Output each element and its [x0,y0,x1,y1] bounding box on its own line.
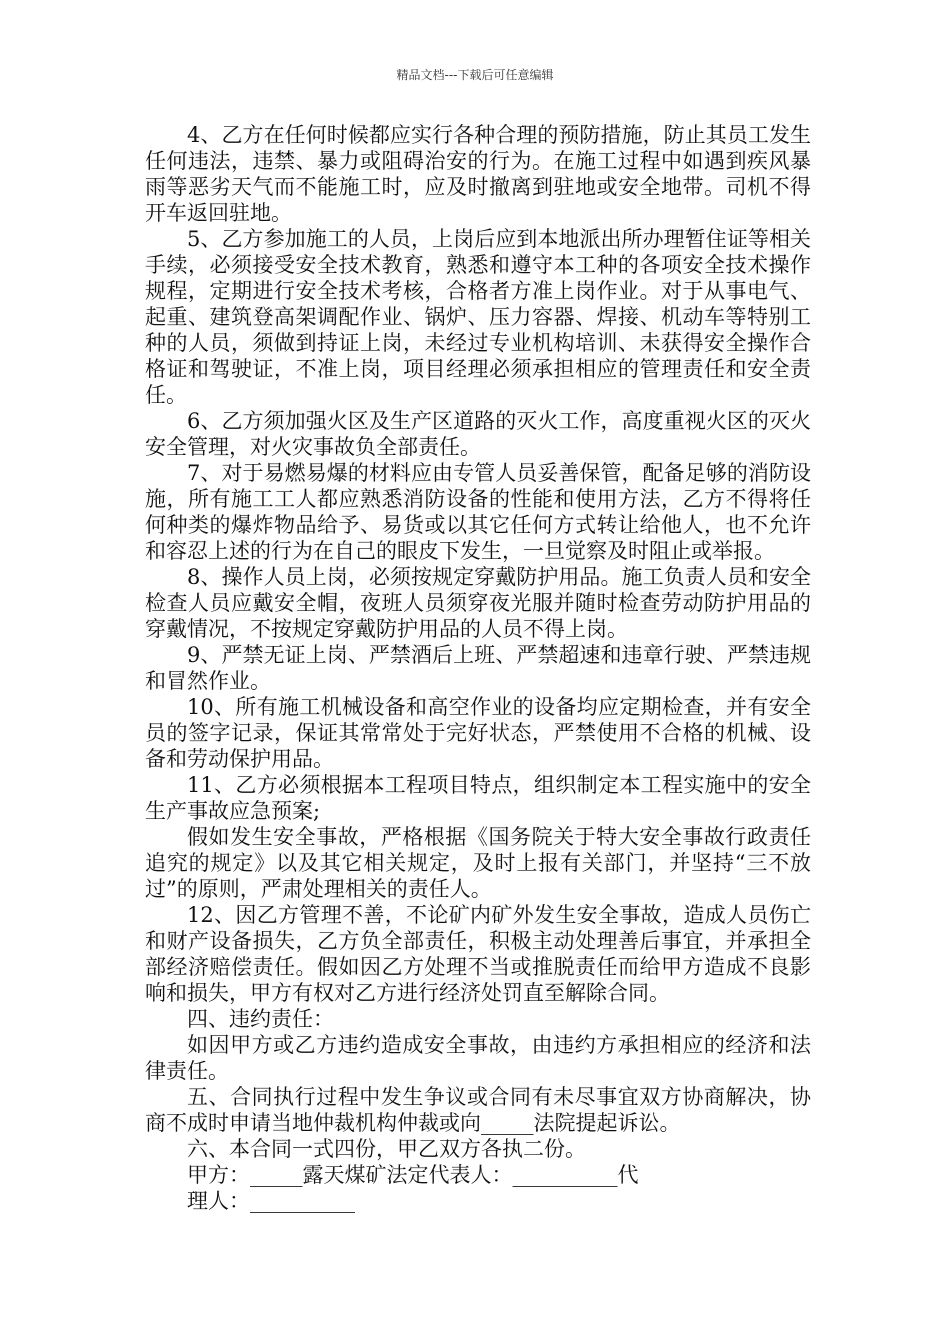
paragraph-clause-7: 7、对于易燃易爆的材料应由专管人员妥善保管，配备足够的消防设施，所有施工工人都应熟悉消防设备的性能和使用方法，乙方不得将任何种类的爆炸物品给予、易货或以其它任何方式转让给他人，也不允许和容忍上述的行为在自己的眼皮下发生，一旦觉察及时阻止或举报。 [145,461,811,563]
paragraph-clause-12: 12、因乙方管理不善，不论矿内矿外发生安全事故，造成人员伤亡和财产设备损失，乙方负全部责任，积极主动处理善后事宜，并承担全部经济赔偿责任。假如因乙方处理不当或推脱责任而给甲方造成不良影响和损失，甲方有权对乙方进行经济处罚直至解除合同。 [145,903,811,1005]
paragraph-clause-5: 5、乙方参加施工的人员，上岗后应到本地派出所办理暂住证等相关手续，必须接受安全技术教育，熟悉和遵守本工种的各项安全技术操作规程，定期进行安全技术考核，合格者方准上岗作业。对于从事电气、起重、建筑登高架调配作业、锅炉、压力容器、焊接、机动车等特别工种的人员，须做到持证上岗，未经过专业机构培训、未获得安全操作合格证和驾驶证，不准上岗，项目经理必须承担相应的管理责任和安全责任。 [145,227,811,407]
paragraph-clause-4: 4、乙方在任何时候都应实行各种合理的预防措施，防止其员工发生任何违法，违禁、暴力或阻碍治安的行为。在施工过程中如遇到疾风暴雨等恶劣天气而不能施工时，应及时撤离到驻地或安全地带。司机不得开车返回驻地。 [145,123,811,225]
paragraph-dispute-resolution: 五、合同执行过程中发生争议或合同有未尽事宜双方协商解决，协商不成时申请当地仲裁机构仲裁或向_____法院提起诉讼。 [145,1085,811,1135]
paragraph-accident-handling: 假如发生安全事故，严格根据《国务院关于特大安全事故行政责任追究的规定》以及其它相关规定，及时上报有关部门，并坚持“三不放过”的原则，严肃处理相关的责任人。 [145,825,811,901]
section-heading-breach: 四、违约责任： [187,1007,334,1031]
paragraph-clause-10: 10、所有施工机械设备和高空作业的设备均应定期检查，并有安全员的签字记录，保证其常常处于完好状态，严禁使用不合格的机械、设备和劳动保护用品。 [145,695,811,771]
paragraph-clause-11: 11、乙方必须根据本工程项目特点，组织制定本工程实施中的安全生产事故应急预案; [145,773,811,823]
document-body [145,122,811,1214]
paragraph-copies: 六、本合同一式四份，甲乙双方各执二份。 [187,1137,586,1161]
signature-line-2: 理人：__________ [187,1189,355,1213]
paragraph-clause-6: 6、乙方须加强火区及生产区道路的灭火工作，高度重视火区的灭火安全管理，对火灾事故负全部责任。 [145,409,811,459]
paragraph-clause-9: 9、严禁无证上岗、严禁酒后上班、严禁超速和违章行驶、严禁违规和冒然作业。 [145,643,811,693]
paragraph-clause-8: 8、操作人员上岗，必须按规定穿戴防护用品。施工负责人员和安全检查人员应戴安全帽，夜班人员须穿夜光服并随时检查劳动防护用品的穿戴情况，不按规定穿戴防护用品的人员不得上岗。 [145,565,811,641]
signature-line-1: 甲方：_____露天煤矿法定代表人：__________代 [187,1163,639,1187]
page-header: 精品文档---下载后可任意编辑 [396,68,554,82]
paragraph-breach-liability: 如因甲方或乙方违约造成安全事故，由违约方承担相应的经济和法律责任。 [145,1033,811,1083]
